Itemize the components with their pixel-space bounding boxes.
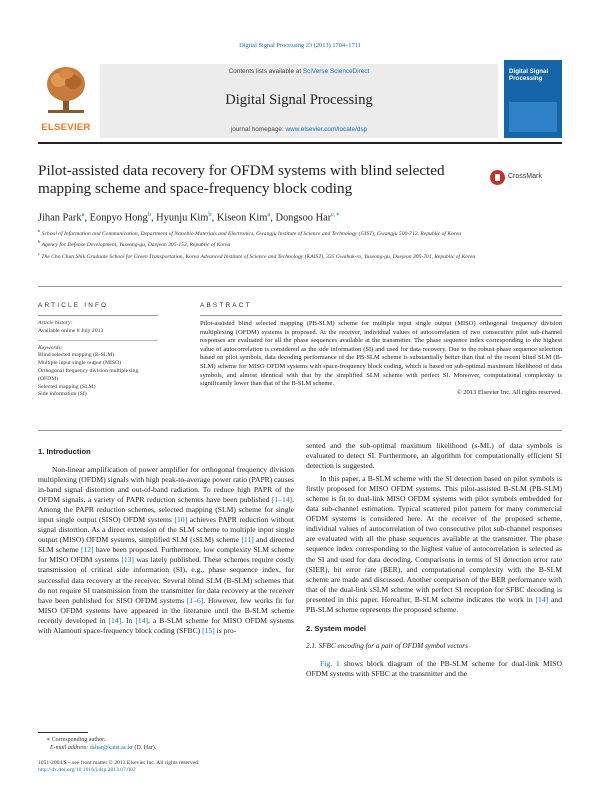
journal-cover-thumbnail[interactable]	[504, 60, 562, 138]
author-name[interactable]: Eonpyo Hong	[89, 212, 148, 224]
citation-link[interactable]: [11]	[241, 535, 254, 545]
author-name[interactable]: Dongsoo Har	[275, 212, 332, 224]
contents-line	[100, 68, 498, 75]
paragraph-text: and PB-SLM scheme represents the proposed scheme.	[306, 594, 562, 614]
elsevier-logo[interactable]	[38, 60, 94, 138]
page-bottom-info	[38, 760, 338, 775]
affiliation-item	[38, 250, 562, 261]
masthead-divider	[38, 142, 562, 144]
abstract	[200, 302, 562, 396]
citation-link[interactable]: [14]	[535, 594, 549, 604]
affiliation-text: The Cho Chun Shik Graduate School for Green Transportation, Korea Advanced Institute of Science and Technology (KAIST), 335 Gwahak-ro, Yuseong-gu, Daejeon 305-701, Republic of Korea	[41, 253, 476, 260]
cover-graphic	[509, 102, 557, 132]
affiliation-text: School of Information and Communication, Department of Nanobio Materials and Electronics, Gwangju Institute of Science and Technology (GIST), Gwangju 500-712, Republic of Korea	[41, 230, 462, 237]
citation-link[interactable]: [12]	[80, 545, 94, 555]
paragraph-text: Non-linear amplification of power amplifier for orthogonal frequency division multiplexing (OFDM) signals with high peak-to-average power ratio (PAPR) causes in-band signal distortion and out-of-band radiation. To reduce high PAPR of the OFDM signals, a variety of PAPR reduction schemes have been published	[38, 465, 294, 505]
footnote-marker: ∗	[46, 737, 51, 743]
keyword-item: Selected mapping (SLM)	[38, 383, 96, 390]
affiliations	[38, 227, 562, 261]
intro-paragraph	[306, 474, 562, 615]
citation-link[interactable]: Fig. 1	[320, 658, 340, 668]
affiliation-marker: a	[38, 228, 41, 233]
footnote-rule	[38, 732, 88, 733]
citation-link[interactable]: [13]	[121, 555, 134, 565]
section-heading-introduction: 1. Introduction	[38, 447, 91, 456]
email-label: E-mail address:	[50, 745, 89, 751]
publisher-name: ELSEVIER	[41, 122, 91, 133]
crossmark-label: CrossMark	[508, 173, 542, 180]
abstract-copyright: © 2013 Elsevier Inc. All rights reserved.	[456, 388, 562, 396]
footnote-email-line	[38, 744, 294, 752]
crossmark-badge[interactable]	[490, 168, 570, 188]
section-heading-system-model: 2. System model	[306, 623, 366, 633]
paragraph-text: . However, few works fit for MISO OFDM systems have appeared in the literature until the B-SLM scheme recently developed in	[38, 595, 294, 625]
homepage-prefix: journal homepage:	[230, 126, 286, 133]
affiliation-marker: b	[38, 239, 41, 245]
keywords-rule	[38, 340, 158, 341]
cover-title: Digital Signal Processing	[509, 68, 549, 82]
subsection-heading: 2.1. SFBC encoding for a pair of OFDM symbol vectors	[306, 641, 468, 650]
author-name[interactable]: Jihan Park	[38, 212, 82, 224]
citation-link[interactable]: [1–6]	[186, 595, 204, 605]
citation-link[interactable]: [14]	[108, 615, 122, 625]
abstract-heading: ABSTRACT	[200, 302, 252, 309]
article-title: Pilot-assisted data recovery for OFDM systems with blind selected mapping scheme and space-frequency block coding	[38, 162, 445, 197]
crossmark-icon	[490, 170, 505, 185]
keywords-label: Keywords:	[38, 344, 63, 351]
paragraph-text: is pro-	[214, 625, 237, 635]
masthead	[38, 60, 562, 140]
paragraph-text: . In	[121, 615, 136, 625]
elsevier-tree-icon	[44, 64, 88, 114]
paragraph-text: achieves PAPR reduction without signal distortion. As a direct extension of the SLM scheme to multiple input single output (MISO) OFDM systems, simplified SLM (sSLM) scheme	[38, 515, 294, 545]
issn-line: 1051-2004/$ – see front matter © 2013 Elsevier Inc. All rights reserved.	[38, 760, 200, 766]
author-name[interactable]: Hyunju Kim	[156, 212, 209, 224]
affiliation-item	[38, 227, 562, 238]
sciencedirect-link[interactable]: SciVerse ScienceDirect	[302, 68, 370, 75]
journal-homepage-link[interactable]: www.elsevier.com/locate/dsp	[285, 126, 368, 133]
paragraph-text: shows block diagram of the PB-SLM scheme for dual-link MISO OFDM systems with SFBC at the transmitter and the	[306, 658, 562, 678]
history-value: Available online 8 July 2013	[38, 327, 104, 334]
affiliation-text: Agency for Defense Development, Yuseong-gu, Daejeon 305-152, Republic of Korea	[41, 242, 231, 249]
abstract-divider	[38, 430, 562, 431]
abstract-rule	[200, 315, 562, 316]
info-divider	[38, 286, 562, 287]
paragraph-text: , a B-SLM scheme for MISO OFDM systems with Alamouti space-frequency block coding (SFBC)	[38, 615, 294, 635]
abstract-text: Pilot-assisted blind selected mapping (PB-SLM) scheme for multiple input single output (MISO) orthogonal frequency division multiplexing (OFDM) systems is proposed. At the receiver, individual values of autocorrelation of two consecutive pilot sub-channel responses are evaluated for all the phase sequences available at the transmitter. The phase sequence index corresponding to the highest value of autocorrelation is considered as the side information (SI) and used for data recovery. Due to the robust phase sequence selection based on pilot symbols, data decoding performance of the PB-SLM scheme is substantially better than that of the recent blind SLM (B-SLM) scheme for MISO OFDM systems with space-frequency block coding, which is based on sub-optimal maximum likelihood of data symbols, and almost identical with that by the simplified SLM scheme with perfect SI. Moreover, computational complexity is significantly lower than that of the B-SLM scheme.	[200, 320, 562, 388]
paragraph-text: was lately published. These schemes require costly transmission of critical side information (SI), e.g., phase sequence index, for successful data recovery at the receiver. Several blind SLM (B-SLM) schemes that do not require SI transmission from the transmitter for data recovery at the receiver have been published for SISO OFDM systems	[38, 555, 294, 605]
intro-paragraph	[38, 465, 294, 636]
keyword-item: Blind selected mapping (B-SLM)	[38, 352, 115, 359]
citation-link[interactable]: [15]	[202, 625, 215, 635]
masthead-banner	[100, 64, 498, 138]
right-column	[306, 441, 562, 679]
citation-link[interactable]: [10]	[174, 515, 188, 525]
footnote	[38, 736, 294, 752]
keyword-item: Orthogonal frequency division multiplexing (OFDM)	[38, 367, 139, 382]
footnote-corresponding	[38, 736, 294, 744]
contents-prefix: Contents lists available at	[228, 68, 303, 75]
left-column	[38, 447, 294, 636]
author-name[interactable]: Kiseon Kim	[216, 212, 268, 224]
affiliation-item	[38, 238, 562, 249]
keyword-item: Side information (SI)	[38, 391, 87, 398]
email-suffix: (D. Har).	[132, 745, 157, 751]
paragraph-text: . Among the PAPR reduction schemes, selected mapping (SLM) scheme for single input single output (SISO) OFDM systems	[38, 495, 294, 525]
email-link[interactable]: dshar@kaist.ac.kr	[89, 745, 133, 751]
paragraph-text: have been proposed. Furthermore, low complexity SLM scheme for MISO OFDM systems	[38, 545, 294, 565]
affiliation-marker: c	[38, 250, 40, 256]
paragraph-text: In this paper, a B-SLM scheme with the SI detection based on pilot symbols is firstly proposed for MISO OFDM systems. This pilot-assisted B-SLM (PB-SLM) scheme is fit to dual-link MISO OFDM systems with pilot symbols embedded for data sub-channel estimation. Typical scattered pilot pattern for many commercial OFDM systems is considered here. At the receiver of the proposed scheme, individual values of autocorrelation of two consecutive pilot sub-channel responses are evaluated with all the phase sequences available at the transmitter. The phase sequence index corresponding to the highest value of autocorrelation is selected as the SI and used for data decoding. Comparisons in terms of SI detection error rate (SIER), bit error rate (BER), and computational complexity with the B-SLM scheme are made and discussed. Another comparison of the BER performance with that of the dual-link sSLM scheme with perfect SI reception for SFBC decoding is presented in this paper. Hereafter, B-SLM scheme indicates the work in	[306, 474, 562, 604]
intro-paragraph-continued: sented and the sub-optimal maximum likelihood (s-ML) of data symbols is evaluated to detect SI. Furthermore, an algorithm for computationally efficient SI detection is suggested.	[306, 441, 562, 471]
article-info-rule	[38, 315, 158, 316]
article-info	[38, 302, 158, 399]
homepage-line	[100, 126, 498, 133]
system-model-paragraph	[306, 659, 562, 679]
footnote-label: Corresponding author.	[51, 737, 106, 743]
citation-link[interactable]: [1–14]	[271, 495, 293, 505]
journal-title: Digital Signal Processing	[225, 92, 373, 108]
article-info-heading: ARTICLE INFO	[38, 302, 109, 309]
doi-link[interactable]: http://dx.doi.org/10.1016/j.dsp.2013.07.002	[38, 767, 136, 774]
author-list: Jihan Park$^a$, Eonpyo Hong$^b$, Hyunju Kim$^b$, Kiseon Kim$^a$, Dongsoo Har$^{c,∗}$	[38, 211, 341, 224]
author-affil-link[interactable]: a	[267, 211, 271, 218]
author-affil-link[interactable]: a	[81, 211, 85, 218]
paragraph-text: and directed SLM scheme	[38, 535, 294, 555]
history-label: Article history:	[38, 320, 73, 326]
keyword-item: Multiple input single output (MISO)	[38, 360, 122, 367]
journal-reference[interactable]: Digital Signal Processing 23 (2013) 1704–1711	[239, 42, 361, 49]
author-affil-link[interactable]: b	[147, 211, 151, 218]
citation-link[interactable]: [14]	[135, 615, 149, 625]
author-affil-link[interactable]: b	[208, 211, 212, 218]
author-affil-link[interactable]: c,∗	[331, 211, 341, 218]
